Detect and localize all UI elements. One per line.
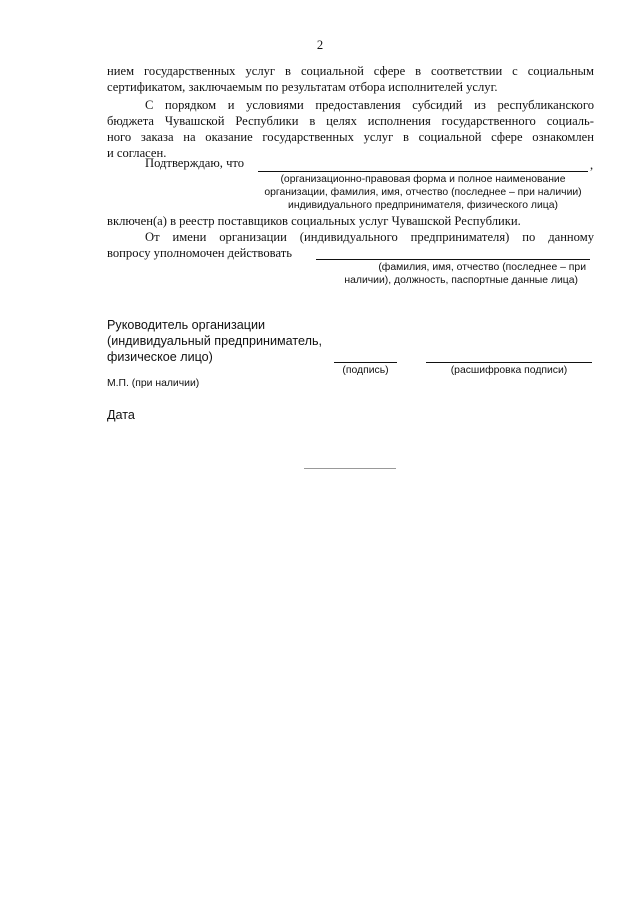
para1-line2: сертификатом, заключаемым по результатам отбора исполнителей услуг. [107, 80, 498, 94]
signature-role-line1: Руководитель организации [107, 318, 266, 332]
signature-role-line3: физическое лицо) [107, 350, 213, 364]
para2-line2: бюджета Чувашской Республики в целях исполнения государственного социаль- [107, 114, 594, 128]
para2-line1: С порядком и условиями предоставления субсидий из республиканского [145, 98, 594, 112]
end-divider [304, 468, 396, 469]
confirm-label: Подтверждаю, что [145, 156, 245, 170]
signature-role-line2: (индивидуальный предприниматель, [107, 334, 323, 348]
para2-line3: ного заказа на оказание государственных услуг в социальной сфере ознакомлен [107, 130, 594, 144]
signature-decode-fill-line[interactable] [426, 362, 592, 363]
date-label: Дата [107, 408, 135, 422]
authorized-hint-line2: наличии), должность, паспортные данные лица) [344, 275, 578, 286]
confirm-hint-line1: (организационно-правовая форма и полное наименование [280, 174, 566, 185]
stamp-label: М.П. (при наличии) [107, 378, 200, 389]
para1-line1: нием государственных услуг в социальной сфере в соответствии с социальным [107, 64, 594, 78]
page-number: 2 [316, 38, 324, 52]
para2-line4: и согласен. [107, 146, 167, 160]
authorized-line2: вопросу уполномочен действовать [107, 246, 292, 260]
confirm-fill-line[interactable] [258, 171, 588, 172]
signature-hint: (подпись) [342, 365, 389, 376]
confirm-comma: , [590, 158, 594, 172]
confirm-hint-line3: индивидуального предпринимателя, физического лица) [288, 200, 558, 211]
signature-decode-hint: (расшифровка подписи) [450, 365, 568, 376]
registry-line: включен(а) в реестр поставщиков социальных услуг Чувашской Республики. [107, 214, 521, 228]
signature-fill-line[interactable] [334, 362, 397, 363]
confirm-hint-line2: организации, фамилия, имя, отчество (последнее – при наличии) [264, 187, 582, 198]
authorized-hint-line1: (фамилия, имя, отчество (последнее – при [378, 262, 586, 273]
authorized-line1: От имени организации (индивидуального предпринимателя) по данному [145, 230, 594, 244]
authorized-fill-line[interactable] [316, 259, 590, 260]
